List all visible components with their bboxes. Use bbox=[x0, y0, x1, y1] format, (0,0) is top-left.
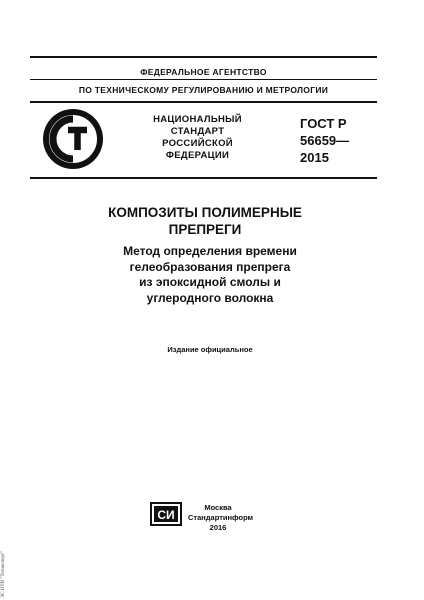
gost-r-seal-icon bbox=[42, 108, 104, 170]
standard-type bbox=[140, 114, 255, 162]
agency-line-2: ПО ТЕХНИЧЕСКОМУ РЕГУЛИРОВАНИЮ И МЕТРОЛОГИИ bbox=[78, 85, 329, 95]
document-title-line-1: КОМПОЗИТЫ ПОЛИМЕРНЫЕ bbox=[108, 205, 302, 220]
publisher-city: Москва bbox=[204, 503, 232, 512]
subtitle-line: гелеобразования препрега bbox=[129, 259, 291, 274]
standard-bottom-rule bbox=[30, 177, 377, 179]
subtitle-line: Метод определения времени bbox=[123, 244, 297, 258]
standard-number bbox=[300, 115, 380, 166]
document-subtitle bbox=[50, 244, 370, 306]
publisher-info bbox=[188, 503, 254, 533]
side-watermark-text: ЭС НТИ "Техэксперт" bbox=[1, 550, 6, 598]
edition-label: Издание официальное bbox=[167, 345, 253, 354]
standard-type-line: РОССИЙСКОЙ bbox=[162, 138, 233, 149]
publisher-name: Стандартинформ bbox=[188, 513, 254, 522]
standartinform-logo-icon bbox=[150, 502, 182, 526]
publisher-logo-text: СИ bbox=[157, 508, 175, 522]
top-rule bbox=[30, 56, 377, 58]
standard-number-line: 56659— bbox=[300, 133, 350, 148]
standard-type-line: СТАНДАРТ bbox=[170, 126, 225, 137]
publisher-year: 2016 bbox=[209, 523, 227, 532]
standard-number-line: 2015 bbox=[300, 150, 329, 165]
document-title-line-2: ПРЕПРЕГИ bbox=[168, 222, 242, 237]
standard-type-line: НАЦИОНАЛЬНЫЙ bbox=[153, 114, 242, 125]
side-watermark-note bbox=[1, 523, 9, 598]
standard-type-line: ФЕДЕРАЦИИ bbox=[165, 150, 230, 161]
standard-number-line: ГОСТ Р bbox=[300, 116, 347, 131]
subtitle-line: из эпоксидной смолы и bbox=[139, 275, 281, 289]
subtitle-line: углеродного волокна bbox=[146, 290, 274, 305]
agency-line-1: ФЕДЕРАЛЬНОЕ АГЕНТСТВО bbox=[140, 67, 267, 77]
agency-divider bbox=[30, 79, 377, 80]
header-bottom-rule bbox=[30, 101, 377, 103]
